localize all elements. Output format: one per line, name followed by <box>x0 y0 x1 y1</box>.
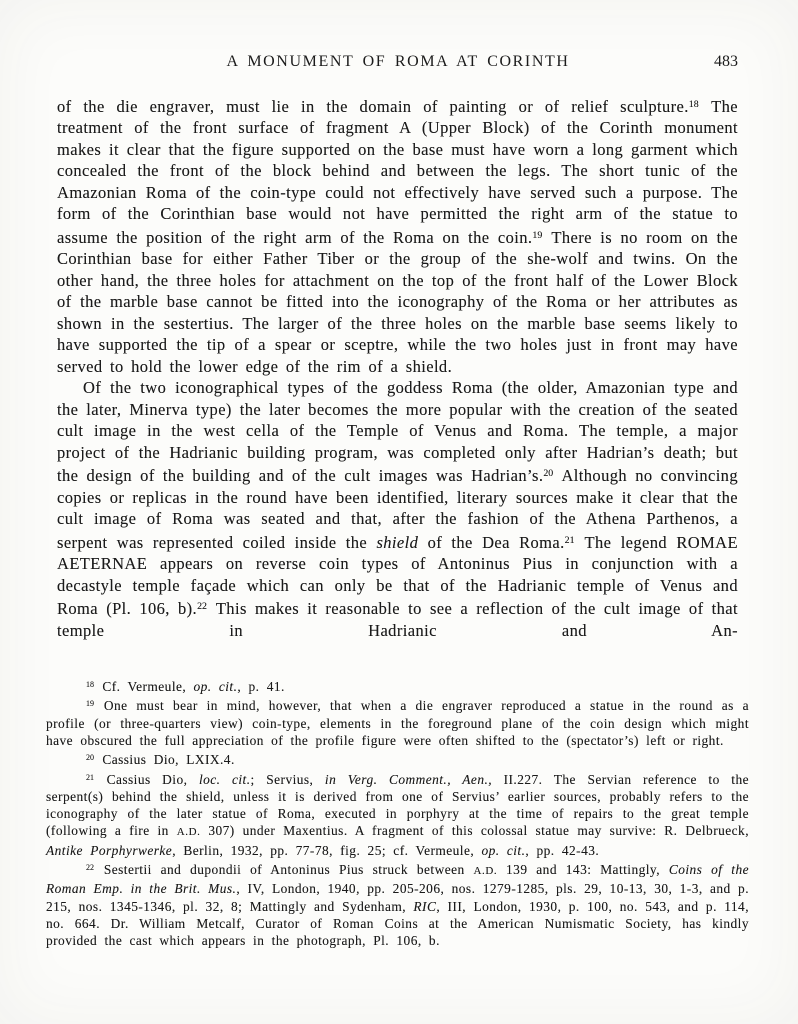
text-segment: Of the two iconographical types of the goddess Roma (the older, Amazonian type and the later, Minerva type) the later becomes the more popular with the creation of the seated cult image in the west cella of the Temple of Venus and Roma. The temple, a major project of the Hadrianic building program, was completed only after Hadrian’s death; but the design of the building and of the cult images was Hadrian’s. <box>57 378 738 486</box>
text-segment: shield <box>376 532 419 552</box>
text-segment: A.D. <box>473 865 498 878</box>
text-segment: Antike Porphyrwerke <box>46 842 173 858</box>
body-text-column <box>57 94 738 641</box>
footnote-20 <box>46 749 749 768</box>
text-segment: , Berlin, 1932, pp. 77-78, fig. 25; cf. Vermeule, <box>172 842 482 858</box>
text-segment: loc. cit. <box>198 771 251 787</box>
text-segment: of the die engraver, must lie in the domain of painting or of relief sculpture. <box>57 96 689 116</box>
footnote-marker: 21 <box>86 772 95 782</box>
text-segment: , III, London, 1930, p. 100, no. 543, and p. 114, no. 664. Dr. William Metcalf, Curator of Roman Coins at the American Numismatic Society, has kindly provided the cast which appears in the photograph, Pl. 106, b. <box>46 898 749 949</box>
body-paragraph-2 <box>57 377 738 641</box>
footnote-marker: 19 <box>86 699 95 709</box>
text-segment: , IV, London, 1940, pp. 205-206, nos. 1279-1285, pls. 29, 10-13, 30, 1-3, and p. 215, nos. 1345-1346, pl. 32, 8; Mattingly and Sydenham, <box>46 881 750 914</box>
footnote-marker: 18 <box>688 99 699 110</box>
text-segment: Sestertii and dupondii of Antoninus Pius struck between <box>95 862 474 878</box>
text-segment: of the Dea Roma. <box>418 532 565 552</box>
text-segment: ; Servius, <box>250 771 325 787</box>
text-segment: The treatment of the front surface of fragment A (Upper Block) of the Corinth monument makes it clear that the figure supported on the base must have worn a long garment which concealed the front of the block behind and between the legs. The short tunic of the Amazonian Roma of the coin-type could not effectively have served such a purpose. The form of the Corinthian base would not have permitted the right arm of the statue to assume the position of the right arm of the Roma on the coin. <box>57 96 738 247</box>
text-segment: One must bear in mind, however, that when a die engraver reproduced a statue in the round as a profile (or three-quarters view) coin-type, elements in the foreground plane of the coin design which might have obscured the full appreciation of the profile figure were often shifted to the (spectator’s) left or right. <box>46 698 749 748</box>
page-number: 483 <box>714 53 738 70</box>
footnote-marker: 22 <box>86 863 95 873</box>
text-segment: Coins of the Roman Emp. in the Brit. Mus. <box>46 862 749 897</box>
text-segment: A.D. <box>176 826 201 839</box>
text-segment: This makes it reasonable to see a reflection of the cult image of that temple in Hadrianic and An- <box>57 599 738 640</box>
page-header <box>58 53 738 75</box>
text-segment: II.227. The Servian reference to the serpent(s) behind the shield, unless it is derived from one of Servius’ earlier sources, probably refers to the iconography of the later statue of Roma, executed in porphyry at the time of repairs to the great temple (following a fire in <box>46 771 749 839</box>
text-segment: There is no room on the Corinthian base for either Father Tiber or the group of the she-wolf and twins. On the other hand, the three holes for attachment on the top of the front half of the Lower Block of the marble base cannot be fitted into the iconography of the Roma or her attributes as shown in the sestertius. The larger of the three holes on the marble base seems likely to have supported the tip of a spear or sceptre, while the two holes just in front may have served to hold the lower edge of the rim of a shield. <box>57 227 739 376</box>
footnote-19 <box>46 695 749 749</box>
footnote-18 <box>46 676 749 695</box>
footnotes-block <box>46 676 749 950</box>
text-segment: op. cit. <box>481 842 526 858</box>
footnote-marker: 19 <box>532 229 543 241</box>
text-segment: Cassius Dio, <box>95 771 199 787</box>
footnote-21 <box>46 769 749 860</box>
text-segment: RIC <box>413 898 437 914</box>
footnote-marker: 22 <box>197 601 207 613</box>
running-head-title: A MONUMENT OF ROMA AT CORINTH <box>226 53 570 70</box>
body-paragraph-1 <box>57 94 738 377</box>
text-segment: Cf. Vermeule, <box>95 679 194 695</box>
text-segment: Cassius Dio, LXIX.4. <box>95 752 235 768</box>
text-segment: op. cit. <box>193 679 238 695</box>
text-segment: , pp. 42-43. <box>525 842 600 858</box>
footnote-marker: 18 <box>86 680 95 689</box>
footnote-22 <box>46 859 749 950</box>
footnote-marker: 20 <box>543 468 554 480</box>
text-segment: , p. 41. <box>237 679 285 695</box>
footnote-marker: 20 <box>86 753 95 763</box>
text-segment: The legend ROMAE AETERNAE appears on reverse coin types of Antoninus Pius in conjunction with a decastyle temple façade which can only be that of the Hadrianic temple of Venus and Roma (Pl. 106, b). <box>57 532 738 619</box>
footnote-marker: 21 <box>564 534 575 546</box>
text-segment: Although no convincing copies or replicas in the round have been identified, literary sources make it clear that the cult image of Roma was seated and that, after the fashion of the Athena Parthenos, a serpent was represented coiled inside the <box>57 466 738 552</box>
text-segment: in Verg. Comment., Aen., <box>324 771 493 787</box>
text-segment: 307) under Maxentius. A fragment of this colossal statue may survive: R. Delbrueck, <box>200 823 749 839</box>
text-segment: 139 and 143: Mattingly, <box>497 862 669 878</box>
